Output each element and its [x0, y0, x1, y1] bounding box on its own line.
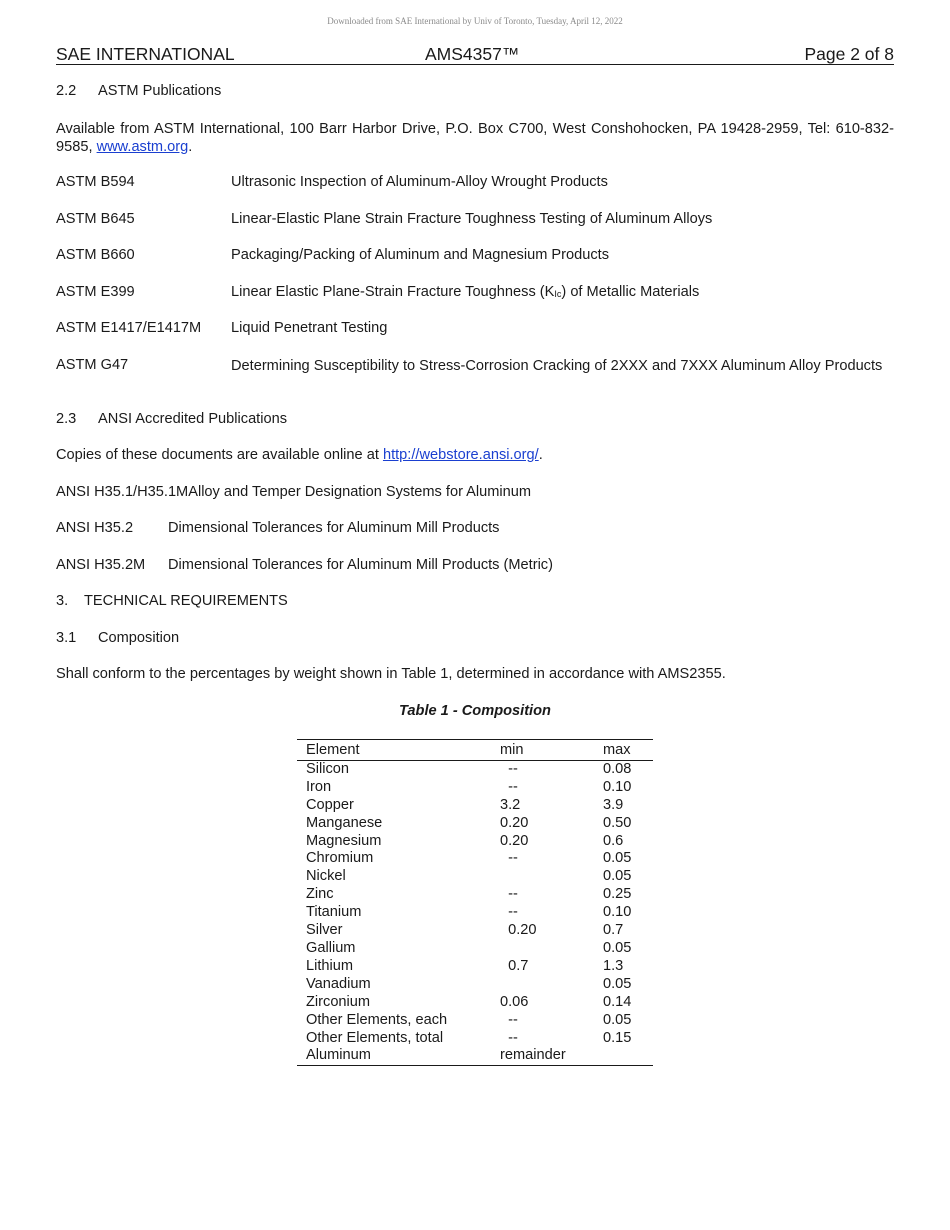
max-cell: 0.05 — [603, 939, 632, 956]
section-number: 2.2 — [56, 83, 77, 99]
section-title: Composition — [98, 630, 180, 646]
element-cell: Titanium — [306, 904, 362, 921]
section-heading-astm — [56, 83, 221, 99]
min-cell — [500, 868, 603, 886]
astm-ref-code: ASTM B660 — [56, 247, 135, 263]
table-row — [297, 922, 653, 940]
section-number: 3.1 — [56, 630, 77, 646]
header-doc-id: AMS4357™ — [425, 44, 520, 64]
max-cell: 0.05 — [603, 975, 632, 992]
max-cell: 0.14 — [603, 993, 632, 1010]
table-row — [297, 1030, 653, 1048]
min-cell: -- — [500, 904, 518, 921]
ansi-intro-text: Copies of these documents are available online at — [56, 447, 383, 463]
table-row — [297, 760, 653, 778]
table-row — [297, 868, 653, 886]
ansi-ref-row — [56, 484, 531, 500]
ansi-ref-code: ANSI H35.2 — [56, 520, 134, 536]
table-row — [297, 994, 653, 1012]
table-row — [297, 940, 653, 958]
min-cell: 0.06 — [500, 993, 529, 1010]
table-row — [297, 1047, 653, 1065]
element-cell: Iron — [306, 778, 332, 795]
ansi-ref-title: Alloy and Temper Designation Systems for Aluminum — [188, 484, 532, 500]
composition-table — [297, 739, 653, 1066]
min-cell: -- — [500, 778, 518, 795]
header-page-number: Page 2 of 8 — [804, 44, 894, 64]
section-heading-technical — [56, 593, 288, 609]
element-cell: Copper — [306, 796, 354, 813]
astm-ref-title: Packaging/Packing of Aluminum and Magnesium Products — [231, 247, 610, 263]
table-header-row — [297, 740, 653, 761]
element-cell: Aluminum — [297, 1047, 500, 1065]
ansi-ref-title: Dimensional Tolerances for Aluminum Mill Products (Metric) — [168, 557, 553, 573]
section-title: ASTM Publications — [98, 83, 222, 99]
max-cell: 0.10 — [603, 778, 632, 795]
ansi-ref-code: ANSI H35.2M — [56, 557, 146, 573]
max-cell: 0.05 — [603, 1011, 632, 1028]
header-org: SAE INTERNATIONAL — [56, 44, 235, 64]
ansi-webstore-link[interactable]: http://webstore.ansi.org/ — [382, 447, 539, 463]
min-cell: 3.2 — [500, 796, 521, 813]
column-header: max — [603, 740, 653, 761]
section-number: 2.3 — [56, 411, 77, 427]
max-cell: 0.7 — [603, 922, 624, 939]
astm-ref-code: ASTM E1417/E1417M — [56, 320, 202, 336]
table-row — [297, 886, 653, 904]
table-caption: Table 1 - Composition — [399, 703, 551, 719]
astm-intro-text: Available from ASTM International, 100 Barr Harbor Drive, P.O. Box C700, West Conshohocken, PA 19428-2959, Tel: 610-832-9585, — [56, 121, 894, 155]
astm-intro-end: . — [188, 139, 193, 155]
table-row — [297, 850, 653, 868]
ansi-ref-title: Dimensional Tolerances for Aluminum Mill Products — [168, 520, 500, 536]
astm-ref-code: ASTM B645 — [56, 211, 135, 227]
element-cell: Vanadium — [306, 975, 371, 992]
download-watermark: Downloaded from SAE International by Univ of Toronto, Tuesday, April 12, 2022 — [327, 16, 623, 26]
element-cell: Chromium — [306, 850, 374, 867]
element-cell: Zirconium — [306, 993, 371, 1010]
astm-ref-title: Liquid Penetrant Testing — [231, 320, 388, 336]
max-cell: 0.6 — [603, 832, 624, 849]
table-row — [297, 815, 653, 833]
section-heading-composition — [56, 630, 179, 646]
max-cell: 0.50 — [603, 814, 632, 831]
astm-ref-code: ASTM E399 — [56, 284, 135, 300]
table-body — [297, 760, 653, 1065]
min-cell: -- — [500, 1011, 518, 1028]
max-cell: 0.05 — [603, 868, 632, 885]
element-cell: Silicon — [306, 760, 349, 777]
element-cell: Silver — [306, 922, 343, 939]
astm-ref-code: ASTM B594 — [56, 174, 135, 190]
min-cell: 0.20 — [500, 922, 537, 939]
min-cell: 0.20 — [500, 814, 529, 831]
ansi-intro-end: . — [538, 447, 543, 463]
min-cell: 0.7 — [500, 957, 529, 974]
min-cell: -- — [500, 850, 518, 867]
element-cell: Lithium — [306, 957, 354, 974]
max-cell — [603, 1047, 653, 1065]
table-row — [297, 797, 653, 815]
table-row — [297, 779, 653, 797]
min-cell — [500, 976, 603, 994]
astm-ref-title: Linear-Elastic Plane Strain Fracture Toughness Testing of Aluminum Alloys — [231, 211, 713, 227]
astm-ref-code: ASTM G47 — [56, 357, 129, 373]
element-cell: Manganese — [306, 814, 383, 831]
column-header: Element — [297, 740, 500, 761]
section-title: TECHNICAL REQUIREMENTS — [84, 593, 288, 609]
max-cell: 0.05 — [603, 850, 632, 867]
table-row — [297, 904, 653, 922]
composition-paragraph: Shall conform to the percentages by weight shown in Table 1, determined in accordance with AMS2355. — [56, 666, 726, 682]
astm-website-link[interactable]: www.astm.org — [96, 139, 189, 155]
section-number: 3. — [56, 593, 69, 609]
max-cell: 1.3 — [603, 957, 624, 974]
ref-title-part: Linear Elastic Plane-Strain Fracture Toughness (K — [231, 284, 555, 300]
astm-ref-title: Determining Susceptibility to Stress-Corrosion Cracking of 2XXX and 7XXX Aluminum Alloy Products — [231, 358, 883, 374]
element-cell: Nickel — [306, 868, 346, 885]
page-header — [56, 44, 894, 65]
min-cell: -- — [500, 886, 518, 903]
column-header: min — [500, 740, 603, 761]
max-cell: 0.15 — [603, 1029, 632, 1046]
ref-title-part: ) of Metallic Materials — [561, 284, 700, 300]
astm-intro-paragraph — [56, 120, 894, 156]
max-cell: 3.9 — [603, 796, 624, 813]
element-cell: Other Elements, each — [306, 1011, 448, 1028]
max-cell: 0.10 — [603, 904, 632, 921]
max-cell: 0.08 — [603, 760, 632, 777]
min-cell: 0.20 — [500, 832, 529, 849]
ansi-ref-code: ANSI H35.1/H35.1M — [56, 484, 189, 500]
element-cell: Magnesium — [306, 832, 382, 849]
section-title: ANSI Accredited Publications — [98, 411, 288, 427]
table-row — [297, 833, 653, 851]
min-cell: remainder — [500, 1047, 603, 1065]
min-cell: -- — [500, 1029, 518, 1046]
table-row — [297, 976, 653, 994]
astm-ref-title — [231, 284, 699, 300]
subscript-ic: Ic — [554, 289, 562, 299]
table-row — [297, 1012, 653, 1030]
element-cell: Gallium — [306, 939, 356, 956]
element-cell: Zinc — [306, 886, 334, 903]
min-cell — [500, 940, 603, 958]
max-cell: 0.25 — [603, 886, 632, 903]
ansi-intro-paragraph — [56, 447, 543, 463]
astm-ref-title: Ultrasonic Inspection of Aluminum-Alloy Wrought Products — [231, 174, 608, 190]
section-heading-ansi — [56, 411, 287, 427]
min-cell: -- — [500, 760, 518, 777]
table-row — [297, 958, 653, 976]
element-cell: Other Elements, total — [306, 1029, 444, 1046]
